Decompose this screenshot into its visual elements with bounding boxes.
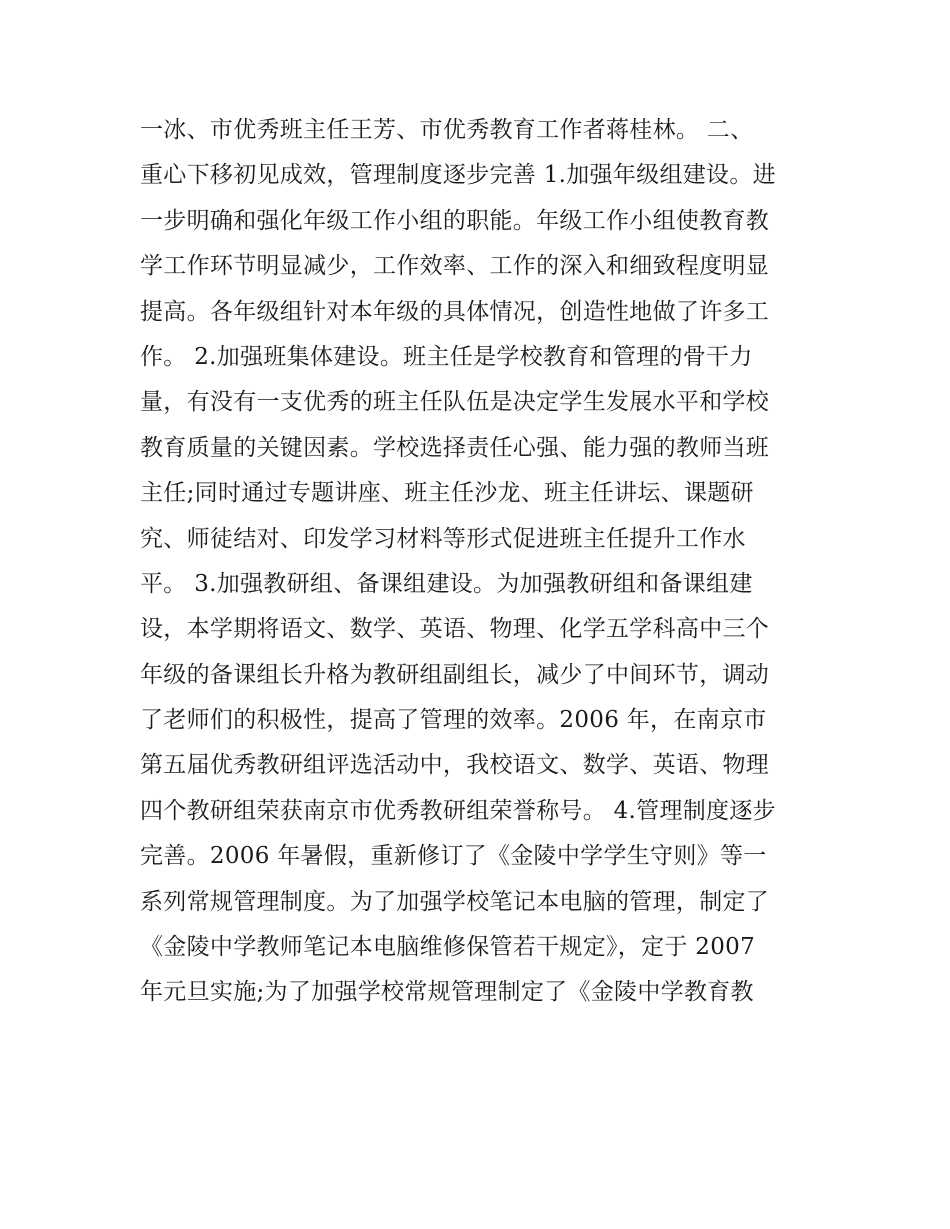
text-line: 第五届优秀教研组评选活动中，我校语文、数学、英语、物理 — [140, 752, 770, 779]
text-line: 了老师们的积极性，提高了管理的效率。2006 年，在南京市 — [140, 707, 767, 734]
text-line: 一冰、市优秀班主任王芳、市优秀教育工作者蒋桂林。 二、 — [140, 117, 754, 143]
text-line: 年级的备课组长升格为教研组副组长，减少了中间环节，调动 — [140, 661, 770, 688]
text-line: 《金陵中学教师笔记本电脑维修保管若干规定》，定于 2007 — [140, 934, 756, 961]
text-line: 量，有没有一支优秀的班主任队伍是决定学生发展水平和学校 — [140, 389, 770, 416]
text-line: 主任;同时通过专题讲座、班主任沙龙、班主任讲坛、课题研 — [140, 480, 754, 507]
text-line: 年元旦实施;为了加强学校常规管理制定了《金陵中学教育教 — [140, 979, 754, 1006]
text-line: 完善。2006 年暑假，重新修订了《金陵中学学生守则》等一 — [140, 843, 767, 870]
text-line: 重心下移初见成效，管理制度逐步完善 1.加强年级组建设。进 — [140, 162, 776, 189]
text-line: 究、师徒结对、印发学习材料等形式促进班主任提升工作水 — [140, 525, 746, 552]
body-text — [140, 108, 820, 1016]
text-line: 一步明确和强化年级工作小组的职能。年级工作小组使教育教 — [140, 207, 770, 234]
text-line: 学工作环节明显减少，工作效率、工作的深入和细致程度明显 — [140, 253, 770, 280]
text-line: 提高。各年级组针对本年级的具体情况，创造性地做了许多工 — [140, 298, 770, 325]
text-line: 四个教研组荣获南京市优秀教研组荣誉称号。 4.管理制度逐步 — [140, 797, 776, 824]
text-line: 作。 2.加强班集体建设。班主任是学校教育和管理的骨干力 — [140, 343, 753, 370]
text-line: 平。 3.加强教研组、备课组建设。为加强教研组和备课组建 — [140, 570, 753, 597]
text-line: 设，本学期将语文、数学、英语、物理、化学五学科高中三个 — [140, 616, 770, 643]
text-line: 教育质量的关键因素。学校选择责任心强、能力强的教师当班 — [140, 434, 770, 461]
text-line: 系列常规管理制度。为了加强学校笔记本电脑的管理，制定了 — [140, 888, 770, 915]
